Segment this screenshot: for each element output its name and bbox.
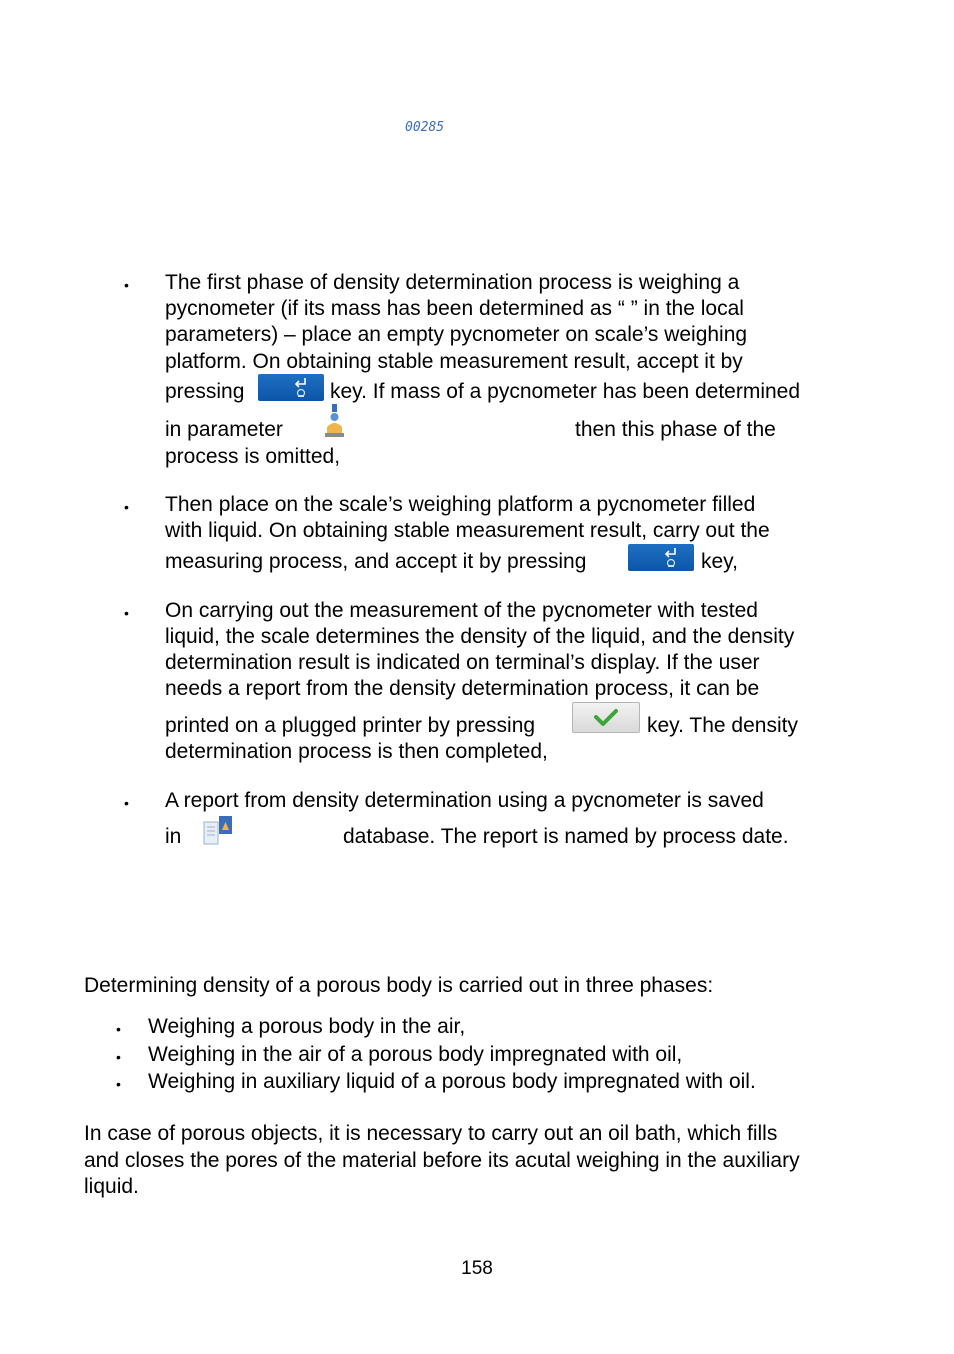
bullet2-line2: with liquid. On obtaining stable measurement result, carry out the (165, 519, 770, 542)
bullet1-line5a: pressing (165, 380, 245, 403)
bullet1-line7: process is omitted, (165, 445, 341, 468)
phase-item: Weighing in auxiliary liquid of a porous body impregnated with oil. (148, 1070, 756, 1093)
phase-item: Weighing in the air of a porous body impregnated with oil, (148, 1043, 683, 1066)
bullet-marker: • (124, 605, 129, 621)
bullet3-line1: On carrying out the measurement of the pycnometer with tested (165, 599, 758, 622)
bullet1-line4: platform. On obtaining stable measurement result, accept it by (165, 350, 743, 373)
bullet2-line3b: key, (701, 550, 738, 573)
phase-item: Weighing a porous body in the air, (148, 1015, 466, 1038)
porous-paragraph-line1: In case of porous objects, it is necessary to carry out an oil bath, which fills (84, 1122, 778, 1145)
bullet1-line2: pycnometer (if its mass has been determined as “ ” in the local (165, 297, 744, 320)
bullet1-line1: The first phase of density determination process is weighing a (165, 271, 740, 294)
bullet1-line6a: in parameter (165, 418, 283, 441)
bullet4-line2a: in (165, 825, 182, 848)
bullet3-line5a: printed on a plugged printer by pressing (165, 714, 536, 737)
porous-intro: Determining density of a porous body is carried out in three phases: (84, 974, 714, 997)
bullet-marker: • (116, 1049, 121, 1065)
porous-paragraph-line2: and closes the pores of the material before its acutal weighing in the auxiliary (84, 1149, 800, 1172)
print-ok-icon[interactable] (572, 702, 640, 733)
bullet3-line3: determination result is indicated on terminal’s display. If the user (165, 651, 760, 674)
enter-key-icon[interactable] (628, 544, 694, 571)
bullet1-line3: parameters) – place an empty pycnometer on scale’s weighing (165, 323, 748, 346)
enter-key-icon[interactable] (258, 374, 324, 401)
pycnometer-parameter-icon (322, 403, 348, 439)
bullet2-line1: Then place on the scale’s weighing platform a pycnometer filled (165, 493, 756, 516)
bullet-marker: • (124, 277, 129, 293)
bullet-marker: • (116, 1076, 121, 1092)
bullet-marker: • (124, 795, 129, 811)
bullet3-line2: liquid, the scale determines the density of the liquid, and the density (165, 625, 795, 648)
porous-paragraph-line3: liquid. (84, 1175, 139, 1198)
reports-database-icon (202, 814, 236, 846)
bullet1-line5b: key. If mass of a pycnometer has been determined (330, 380, 801, 403)
bullet3-line6: determination process is then completed, (165, 740, 548, 763)
page-number: 158 (461, 1258, 493, 1279)
bullet1-line6b: then this phase of the (575, 418, 776, 441)
bullet2-line3a: measuring process, and accept it by pressing (165, 550, 587, 573)
bullet4-line1: A report from density determination using a pycnometer is saved (165, 789, 764, 812)
bullet4-line2b: database. The report is named by process date. (343, 825, 789, 848)
bullet-marker: • (116, 1021, 121, 1037)
bullet3-line5b: key. The density (647, 714, 798, 737)
bullet-marker: • (124, 499, 129, 515)
display-code: 00285 (405, 120, 445, 135)
bullet3-line4: needs a report from the density determination process, it can be (165, 677, 760, 700)
